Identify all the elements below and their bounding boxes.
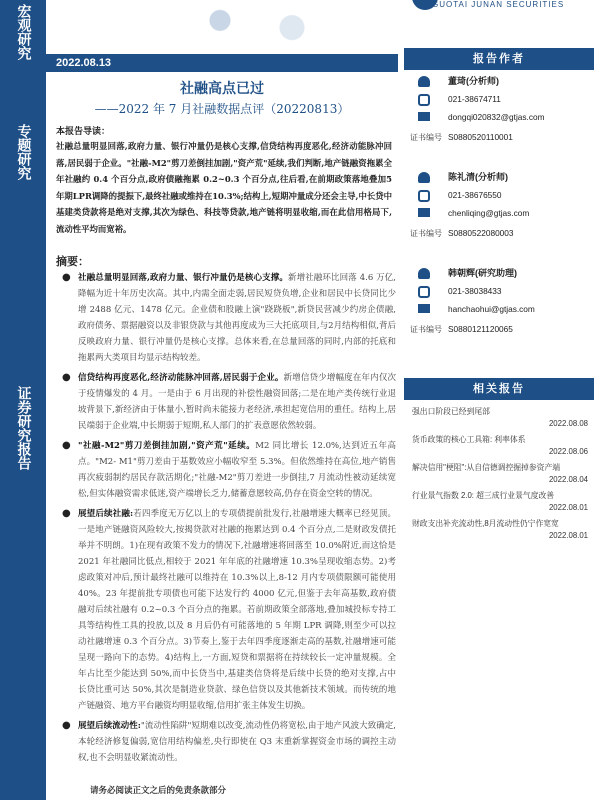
related-report-date: 2022.08.08 — [548, 419, 588, 428]
bullet-body: 新增社融环比回落 4.6 万亿,降幅为近十年历史次高。其中,内需全面走弱,居民短贷负增,企业和居民中长贷同比少增 2488 亿元、1478 亿元。企业债和股融上演"跷跷板",新贷民营减少约房企债融,政府债务、票据融资以及非银贷款与其他再度成为三大托底项目,与2月结构相似,背后反映政府力量、银行冲量仍是核心支撑。总体来看,在总量回落的同时,内部的托底和拖累两大类项目均显示结构较差。 — [78, 273, 397, 363]
related-report-date: 2022.08.01 — [548, 503, 588, 512]
person-icon — [418, 172, 430, 183]
bullet-dot-icon: ● — [62, 720, 71, 731]
guide-heading: 本报告导读： — [56, 127, 111, 137]
phone-icon — [418, 190, 430, 202]
summary-heading: 摘要： — [56, 255, 89, 268]
bullet-body: M2 同比增长 12.0%,达到近五年高点。"M2- M1"剪刀差由于基数效应小幅收窄至 5.3%。但依然维持在高位,地产销售再次疲弱制约居民存款活期化;"社融-M2"剪刀差进一步倒挂,7 月流动性被动延续宽松,但实体融资需求低迷,资产端增长乏力,储蓄意愿较高,仍存在资金空转的情况。 — [78, 441, 396, 499]
summary-bullet — [56, 718, 396, 766]
bullet-body: 若四季度无万亿以上的专项债提前批发行,社融增速大概率已经见顶。一是地产链融资风险较大,按揭贷款对社融的拖累达到 0.4 个百分点,二是财政发债托举并不明朗。1)在现有政策不发力的情况下,社融增速将回落至 10.0%附近,而这恰是 2021 年社融同比低点,相较于 2021 年年底的社融增速 10.3%呈现收缩态势。2)考虑政策对冲后,预计最终社融可以维持在 10.3%以上,8-12 月内专项债限额可能使用 40%。23 年提前批专项债也可能下达发行约 4000 亿元,但鉴于去年高基数,政府债融对后续社融有 0.2~0.3 个百分点的拖累。若前期政策全部落地,叠加城投标专持工具等结构性工具的投放,以及 8 月后仍有可能落地的 5 年期 LPR 调降,则至少可以拉动社融增速 0.3 个百分点。3)节奏上,鉴于去年四季度逐渐走高的基数,社融增速可能呈现一路向下的态势。4)结构上,一方面,短贷和票据将在持续较长一定冲量规模。全年占比至少能达到 50%,而中长贷当中,基建类信贷将是后续中长贷的绝对支撑,占中长贷比重可达 50%,其次是制造业贷款、绿色信贷以及其他新技术领域。而传统的地产链融资、地方平台融资均明显收缩,信用扩张主体发生切换。 — [78, 509, 396, 711]
report-title: 社融高点已过 — [180, 81, 264, 97]
summary-bullets — [56, 270, 396, 770]
mail-icon — [418, 304, 430, 313]
disclaimer-note: 请务必阅读正文之后的免责条款部分 — [90, 786, 227, 796]
analyst-card — [404, 262, 594, 358]
sidebar-label-topic — [0, 124, 46, 180]
cert-number: S0880520110001 — [448, 132, 513, 142]
mail-icon — [418, 112, 430, 121]
analyst-card — [404, 70, 594, 166]
bullet-lead: "社融-M2"剪刀差倒挂加剧,"资产荒"延续。 — [78, 441, 256, 451]
sidebar-bottom-text: 证券研究报告 — [15, 386, 32, 470]
analyst-card — [404, 166, 594, 262]
bullet-body: 新增信贷少增幅度在年内仅次于疫情爆发的 4 月。一是由于 6 月出现的补偿性融资回落;二是在地产类传统行业退坡背景下,新经济由于体量小,暂时尚未能接力老经济,承担起宽信用的重任。结构上,居民端弱于企业端,中长期弱于短期,私人部门的扩表意愿依然较弱。 — [78, 373, 396, 431]
related-reports — [404, 378, 594, 542]
analyst-email[interactable]: chenliqing@gtjas.com — [448, 208, 530, 218]
sidebar-mid-text: 专题研究 — [15, 124, 32, 180]
bullet-lead: 展望后续社融: — [78, 509, 134, 519]
related-report-date: 2022.08.01 — [548, 531, 588, 540]
cert-number: S0880121120065 — [448, 324, 513, 334]
sidebar-label-report — [0, 386, 46, 470]
phone-icon — [418, 286, 430, 298]
analyst-email[interactable]: dongqi020832@gtjas.com — [448, 112, 545, 122]
mail-icon — [418, 208, 430, 217]
report-date: 2022.08.13 — [46, 54, 398, 72]
cert-label: 证书编号 — [410, 325, 442, 334]
summary-bullet — [56, 270, 396, 366]
sidebar-top-text: 宏观研究 — [15, 4, 32, 60]
related-report-link[interactable]: 强出口阶段已经到尾部 — [412, 407, 490, 416]
guide-text: 社融总量明显回落,政府力量、银行冲量仍是核心支撑,信贷结构再度恶化,经济动能脉冲回落,居民弱于企业。"社融-M2"剪刀差倒挂加剧,"资产荒"延续,我们判断,地产链融资拖累全年社融约 0.4 个百分点,政府债融拖累 0.2~0.3 个百分点,往后看,在前期政策落地叠加5年期LPR调降的提振下,最终社融或维持在10.3%;结构上,短期冲量成分还会主导,中长贷中基建类贷款将是绝对支撑,其次为绿色、科技等贷款,地产链将明显收缩,而在此信用格局下,流动性平均而宽裕。 — [56, 141, 392, 234]
cert-number: S0880522080003 — [448, 228, 514, 238]
cert-label: 证书编号 — [410, 133, 442, 142]
bullet-lead: 信贷结构再度恶化,经济动能脉冲回落,居民弱于企业。 — [78, 373, 284, 383]
analyst-phone: 021-38038433 — [448, 286, 502, 296]
bullet-lead: 展望后续流动性: — [78, 721, 141, 731]
bullet-dot-icon: ● — [62, 440, 71, 451]
analyst-email[interactable]: hanchaohui@gtjas.com — [448, 304, 535, 314]
summary-bullet — [56, 438, 396, 502]
related-report-link[interactable]: 行业景气指数 2.0: 超三成行业景气度改善 — [412, 491, 555, 500]
summary-bullet — [56, 506, 396, 714]
person-icon — [418, 76, 430, 87]
related-list — [404, 400, 594, 542]
analyst-name: 陈礼清(分析师) — [448, 172, 508, 182]
summary-bullet — [56, 370, 396, 434]
person-icon — [418, 268, 430, 279]
footer — [0, 778, 600, 800]
related-report-link[interactable]: 货币政策的核心工具箱: 利率体系 — [412, 435, 526, 444]
sidebar — [0, 0, 46, 800]
header-decoration — [166, 6, 346, 42]
related-report-link[interactable]: 财政支出补充流动性,8月流动性仍宁作宽宽 — [412, 519, 559, 528]
analyst-phone: 021-38674711 — [448, 94, 501, 104]
related-heading: 相关报告 — [404, 378, 594, 400]
right-column — [404, 48, 594, 546]
related-report-date: 2022.08.06 — [548, 447, 588, 456]
report-subtitle: ——2022 年 7 月社融数据点评（20220813） — [94, 102, 350, 116]
analysts-heading: 报告作者 — [404, 48, 594, 70]
analyst-name: 董琦(分析师) — [448, 76, 499, 86]
header-band — [46, 0, 600, 48]
analyst-name: 韩朝辉(研究助理) — [448, 268, 517, 278]
company-logo-text: GUOTAI JUNAN SECURITIES — [432, 0, 565, 9]
bullet-body: "流动性陷阱"短期难以改变,流动性仍将宽松,由于地产风波大致确定,本轮经济修复偏弱,宽信用结构偏差,央行即使在 Q3 末重新掌握资金市场的调控主动权,也不会明显收紧流动性。 — [78, 721, 397, 763]
cert-label: 证书编号 — [410, 229, 442, 238]
analyst-phone: 021-38676550 — [448, 190, 502, 200]
bullet-lead: 社融总量明显回落,政府力量、银行冲量仍是核心支撑。 — [78, 273, 288, 283]
bullet-dot-icon: ● — [62, 508, 71, 519]
phone-icon — [418, 94, 430, 106]
sidebar-label-macro — [0, 4, 46, 60]
related-report-date: 2022.08.04 — [548, 475, 588, 484]
bullet-dot-icon: ● — [62, 372, 71, 383]
bullet-dot-icon: ● — [62, 272, 71, 283]
related-report-link[interactable]: 解决信用"梗阻":从自信德调控掘掉参资产端 — [412, 463, 561, 472]
